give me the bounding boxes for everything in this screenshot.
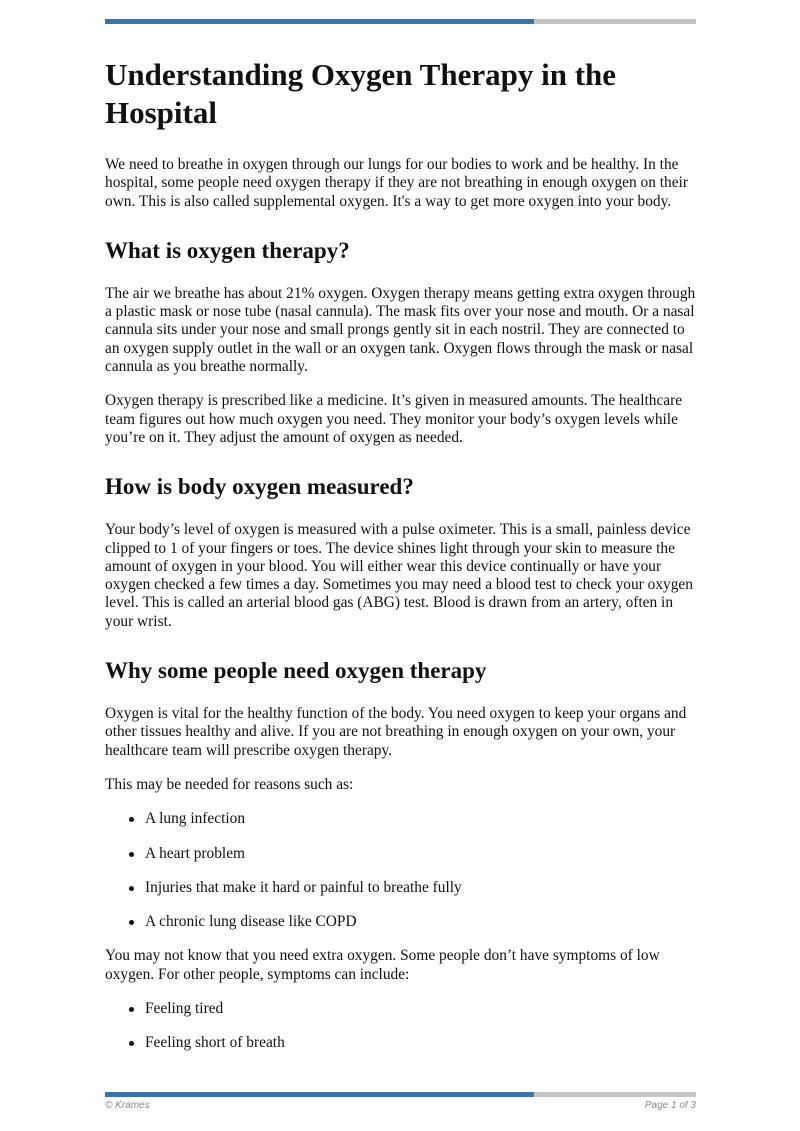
bullet-icon — [129, 1041, 134, 1046]
bullet-icon — [129, 817, 134, 822]
list-item-text: Feeling tired — [145, 1000, 224, 1018]
paragraph: This may be needed for reasons such as: — [105, 775, 354, 793]
section-heading-measured: How is body oxygen measured? — [105, 474, 414, 500]
list-item-text: A lung infection — [145, 810, 246, 828]
page-title: Understanding Oxygen Therapy in the Hospital — [105, 57, 617, 130]
bottom-rule-grey — [534, 1092, 696, 1097]
copyright-text: © Krames — [105, 1100, 150, 1111]
list-item-text: Feeling short of breath — [145, 1034, 285, 1052]
symptoms-list — [105, 1000, 696, 1053]
list-item — [105, 1034, 696, 1052]
list-item — [105, 845, 696, 863]
paragraph: Oxygen is vital for the healthy function of the body. You need oxygen to keep your organs and other tissues healthy and alive. If you are not breathing in enough oxygen on your own, your healthcare team will prescribe oxygen therapy. — [105, 705, 687, 759]
intro-paragraph: We need to breathe in oxygen through our lungs for our bodies to work and be healthy. In the hospital, some people need oxygen therapy if they are not breathing in enough oxygen on their own. This is also called supplemental oxygen. It's a way to get more oxygen into your body. — [105, 156, 688, 210]
reasons-list — [105, 810, 696, 931]
bullet-icon — [129, 886, 134, 891]
list-item — [105, 913, 696, 931]
document-body — [105, 56, 696, 1069]
section-heading-why: Why some people need oxygen therapy — [105, 658, 487, 684]
bullet-icon — [129, 920, 134, 925]
list-item-text: A heart problem — [145, 844, 246, 862]
list-item — [105, 879, 696, 897]
bullet-icon — [129, 852, 134, 857]
paragraph: You may not know that you need extra oxygen. Some people don’t have symptoms of low oxygen. For other people, symptoms can include: — [105, 947, 660, 983]
paragraph: Your body’s level of oxygen is measured with a pulse oximeter. This is a small, painless device clipped to 1 of your fingers or toes. The device shines light through your skin to measure the amount of oxygen in your blood. You will either wear this device continually or have your oxygen checked a few times a day. Sometimes you may need a blood test to check your oxygen level. This is called an arterial blood gas (ABG) test. Blood is drawn from an artery, often in your wrist. — [105, 521, 693, 630]
bottom-rule — [105, 1092, 696, 1097]
paragraph: Oxygen therapy is prescribed like a medicine. It’s given in measured amounts. The healthcare team figures out how much oxygen you need. They monitor your body’s oxygen levels while you’re on it. They adjust the amount of oxygen as needed. — [105, 392, 683, 446]
list-item — [105, 810, 696, 828]
bottom-rule-accent — [105, 1092, 534, 1097]
list-item — [105, 1000, 696, 1018]
top-rule — [105, 19, 696, 24]
top-rule-grey — [534, 19, 696, 24]
page-number: Page 1 of 3 — [644, 1100, 696, 1111]
bullet-icon — [129, 1007, 134, 1012]
section-heading-what: What is oxygen therapy? — [105, 237, 350, 263]
top-rule-accent — [105, 19, 534, 24]
paragraph: The air we breathe has about 21% oxygen. Oxygen therapy means getting extra oxygen through a plastic mask or nose tube (nasal cannula). The mask fits over your nose and mouth. Or a nasal cannula sits under your nose and small prongs gently sit in each nostril. They are connected to an oxygen supply outlet in the wall or an oxygen tank. Oxygen flows through the mask or nasal cannula as you breathe normally. — [105, 284, 696, 376]
list-item-text: A chronic lung disease like COPD — [145, 913, 357, 931]
list-item-text: Injuries that make it hard or painful to breathe fully — [145, 878, 462, 896]
